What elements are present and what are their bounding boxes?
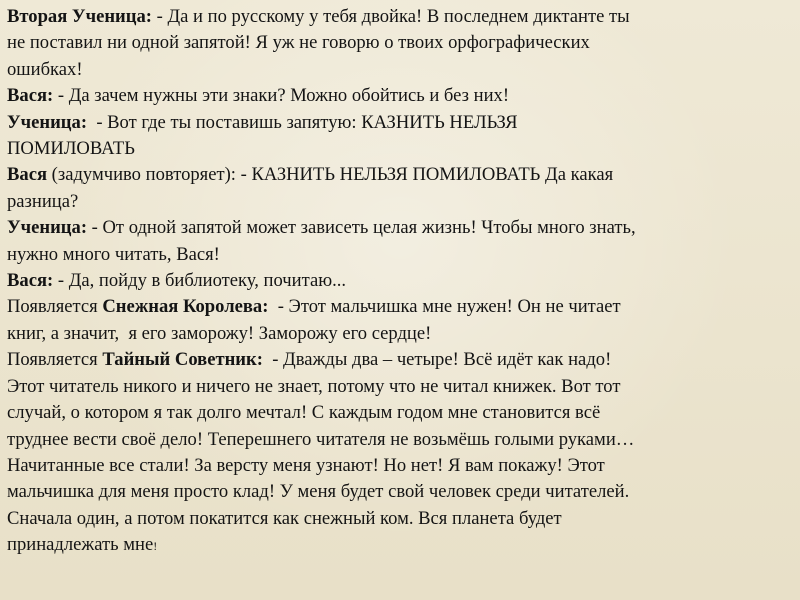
line-text: Этот читатель никого и ничего не знает, потому что не читал книжек. Вот тот — [7, 375, 621, 397]
line-text: ПОМИЛОВАТЬ — [7, 138, 135, 160]
line-text: - Вот где ты поставишь запятую: КАЗНИТЬ НЕЛЬЗЯ — [87, 111, 518, 133]
line-text: не поставил ни одной запятой! Я уж не говорю о твоих орфографических — [7, 32, 590, 54]
text-line — [7, 242, 793, 268]
text-line — [7, 110, 793, 136]
line-text: труднее вести своё дело! Теперешнего читателя не возьмёшь голыми руками… — [7, 428, 635, 450]
line-prefix: Появляется — [7, 349, 103, 371]
line-text: (задумчиво повторяет): - КАЗНИТЬ НЕЛЬЗЯ ПОМИЛОВАТЬ Да какая — [47, 164, 614, 186]
slide — [7, 4, 793, 596]
line-text: - Этот мальчишка мне нужен! Он не читает — [268, 296, 621, 318]
text-line — [7, 162, 793, 188]
speaker-name: Снежная Королева: — [102, 296, 269, 318]
text-line — [7, 268, 793, 294]
line-text: Сначала один, а потом покатится как снежный ком. Вся планета будет — [7, 507, 562, 529]
speaker-name: Тайный Советник: — [102, 349, 263, 371]
line-text: - Дважды два – четыре! Всё идёт как надо! — [262, 349, 612, 371]
speaker-name: Вася — [7, 164, 48, 186]
text-line — [7, 347, 793, 373]
line-text: книг, а значит, я его заморожу! Заморожу его сердце! — [7, 322, 432, 344]
text-line — [7, 479, 793, 505]
line-prefix: Появляется — [7, 296, 103, 318]
speaker-name: Ученица: — [7, 111, 88, 133]
line-text: случай, о котором я так долго мечтал! С каждым годом мне становится всё — [7, 402, 601, 424]
speaker-name: Вася: — [7, 270, 54, 292]
text-line — [7, 532, 793, 559]
line-text: принадлежать мне — [7, 534, 154, 556]
text-line — [7, 321, 793, 347]
text-line — [7, 30, 793, 56]
line-text: - Да и по русскому у тебя двойка! В последнем диктанте ты — [151, 6, 630, 27]
line-text: ошибках! — [7, 58, 83, 80]
line-suffix: ! — [153, 539, 158, 554]
text-line — [7, 294, 793, 320]
dialogue-text — [7, 4, 793, 560]
line-text: нужно много читать, Вася! — [7, 243, 220, 265]
text-line — [7, 189, 793, 215]
text-line — [7, 57, 793, 83]
speaker-name: Вторая Ученица: — [7, 6, 152, 27]
speaker-name: Вася: — [7, 85, 54, 107]
line-text: Начитанные все стали! За версту меня узнают! Но нет! Я вам покажу! Этот — [7, 454, 605, 476]
line-text: разница? — [7, 190, 79, 212]
text-line — [7, 400, 793, 426]
text-line — [7, 506, 793, 532]
line-text: - Да зачем нужны эти знаки? Можно обойтись и без них! — [53, 85, 510, 107]
text-line — [7, 427, 793, 453]
text-line — [7, 83, 793, 109]
text-line — [7, 136, 793, 162]
text-line — [7, 453, 793, 479]
line-text: - Да, пойду в библиотеку, почитаю... — [53, 270, 347, 292]
speaker-name: Ученица: — [7, 217, 88, 239]
line-text: мальчишка для меня просто клад! У меня будет свой человек среди читателей. — [7, 481, 630, 503]
line-text: - От одной запятой может зависеть целая жизнь! Чтобы много знать, — [87, 217, 636, 239]
text-line — [7, 215, 793, 241]
text-line — [7, 374, 793, 400]
text-line — [7, 4, 793, 30]
